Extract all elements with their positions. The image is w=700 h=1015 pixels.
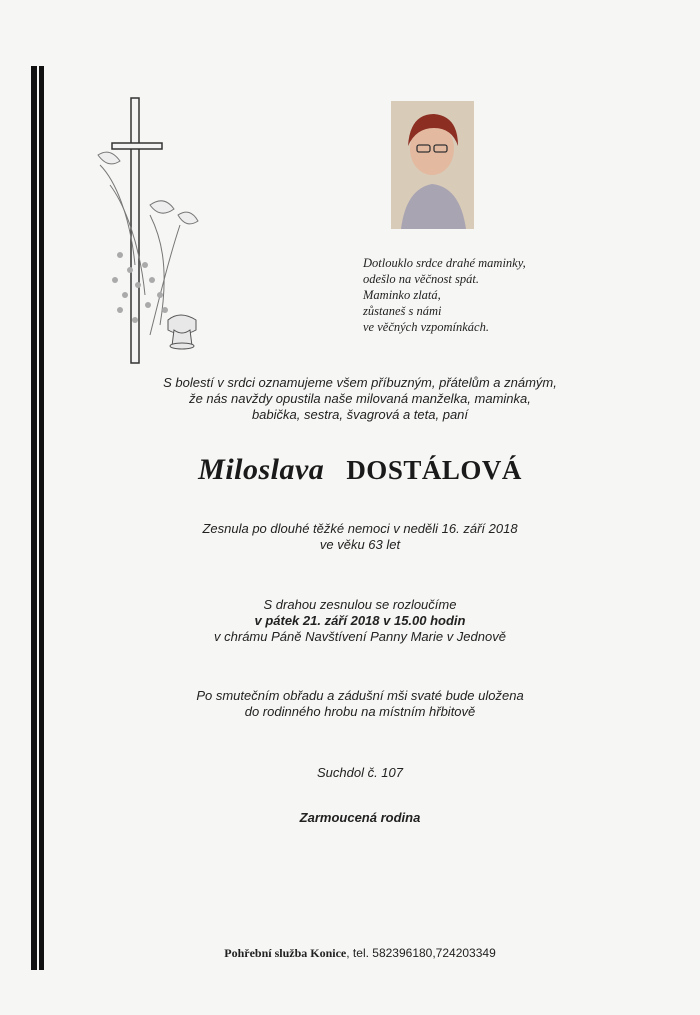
memorial-poem: [363, 255, 526, 335]
farewell-place: v chrámu Páně Navštívení Panny Marie v Jednově: [214, 629, 506, 644]
address: Suchdol č. 107: [316, 765, 403, 780]
poem-line: ve věčných vzpomínkách.: [363, 320, 489, 334]
first-name: Miloslava: [198, 453, 325, 486]
mourning-border-left: [31, 66, 37, 970]
funeral-phone: , tel. 582396180,724203349: [346, 946, 496, 960]
age-line: ve věku 63 let: [319, 537, 401, 552]
burial-line: Po smutečním obřadu a zádušní mši svaté bude uložena: [196, 688, 524, 703]
burial-line: do rodinného hrobu na místním hřbitově: [244, 704, 476, 719]
mourning-border-right: [39, 66, 44, 970]
death-details: [60, 521, 660, 553]
intro-line: že nás navždy opustila naše milovaná manželka, maminka,: [189, 391, 531, 406]
farewell-info: [60, 597, 660, 645]
farewell-date: v pátek 21. září 2018 v 15.00 hodin: [254, 613, 466, 628]
portrait-photo: [391, 101, 474, 229]
funeral-service-footer: [60, 946, 660, 961]
poem-line: Dotlouklo srdce drahé maminky,: [363, 256, 526, 270]
funeral-company: Pohřební služba Konice: [224, 946, 347, 960]
death-line: Zesnula po dlouhé těžké nemoci v neděli 16. září 2018: [202, 521, 518, 536]
burial-info: [60, 688, 660, 720]
farewell-line: S drahou zesnulou se rozloučíme: [263, 597, 457, 612]
last-name: DOSTÁLOVÁ: [346, 455, 522, 485]
cross-with-flowers-icon: [90, 95, 220, 370]
family-signature: Zarmoucená rodina: [299, 810, 421, 825]
announcement-intro: [60, 375, 660, 423]
intro-line: babička, sestra, švagrová a teta, paní: [251, 407, 469, 422]
poem-line: zůstaneš s námi: [363, 304, 442, 318]
poem-line: Maminko zlatá,: [363, 288, 441, 302]
intro-line: S bolestí v srdci oznamujeme všem příbuzným, přátelům a známým,: [163, 375, 557, 390]
poem-line: odešlo na věčnost spát.: [363, 272, 479, 286]
deceased-name: [60, 453, 660, 487]
